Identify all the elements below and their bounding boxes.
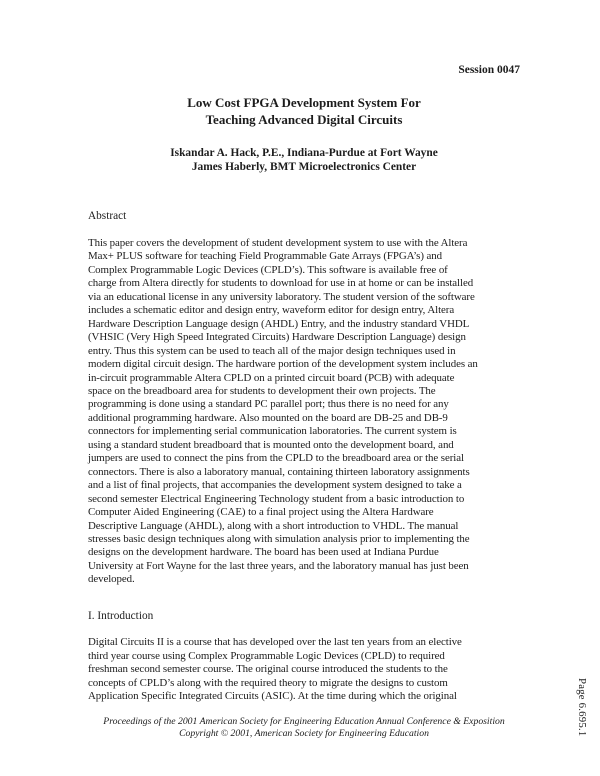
text-line: using a standard student breadboard that is mounted onto the development board, and [88, 438, 454, 451]
vertical-page-number: Page 6.695.1 [576, 678, 588, 737]
text-line: Descriptive Language (AHDL), along with a short introduction to VHDL. The manual [88, 519, 459, 532]
text-line: and a list of final projects, that accompanies the development system designed to take a [88, 479, 462, 492]
text-line: Low Cost FPGA Development System For [187, 95, 421, 110]
introduction-heading: I. Introduction [88, 610, 154, 622]
text-line: modern digital circuit design. The hardware portion of the development system includes an [88, 358, 478, 371]
text-line: programming is done using a standard PC parallel port; thus there is no need for any [88, 398, 449, 411]
abstract-heading: Abstract [88, 210, 127, 222]
text-line: Computer Aided Engineering (CAE) to a final project using the Altera Hardware [88, 506, 434, 519]
text-line: Digital Circuits II is a course that has developed over the last ten years from an elective [88, 636, 462, 648]
text-line: charge from Altera directly for students to download for use in at home or can be installed [88, 277, 474, 290]
text-line: Copyright © 2001, American Society for Engineering Education [179, 728, 429, 739]
text-line: designs on the development hardware. The board has been used at Indiana Purdue [88, 546, 439, 559]
paper-title [84, 95, 524, 128]
session-number: Session 0047 [458, 64, 520, 76]
text-line: connectors. There is also a laboratory manual, containing thirteen laboratory assignments [88, 465, 470, 478]
text-line: Application Specific Integrated Circuits (ASIC). At the time during which the original [88, 690, 457, 702]
text-line: Iskandar A. Hack, P.E., Indiana-Purdue at Fort Wayne [170, 147, 438, 159]
text-line: concepts of CPLD’s along with the required theory to migrate the designs to custom [88, 676, 448, 689]
text-line: Max+ PLUS software for teaching Field Programmable Gate Arrays (FPGA’s) and [88, 250, 443, 263]
text-line: stresses basic design techniques along with simulation analysis prior to implementing the [88, 532, 470, 545]
text-line: University at Fort Wayne for the last three years, and the laboratory manual has just been [88, 559, 469, 572]
text-line: includes a schematic editor and design entry, waveform editor for design entry, Altera [88, 304, 455, 317]
introduction-text [88, 636, 536, 704]
text-line: in-circuit programmable Altera CPLD on a printed circuit board (PCB) with adequate [88, 371, 455, 384]
text-line: James Haberly, BMT Microelectronics Center [191, 161, 417, 173]
text-line: (VHSIC (Very High Speed Integrated Circuits) Hardware Description Language) design [88, 331, 466, 344]
text-line: Complex Programmable Logic Devices (CPLD’s). This software is available free of [88, 263, 448, 276]
text-line: additional programming hardware. Also mounted on the board are DB-25 and DB-9 [88, 411, 448, 424]
text-line: Teaching Advanced Digital Circuits [205, 111, 403, 127]
text-line: via an educational license in any university laboratory. The student version of the software [88, 290, 475, 303]
text-line: third year course using Complex Programmable Logic Devices (CPLD) to required [88, 649, 445, 662]
text-line: Proceedings of the 2001 American Society for Engineering Education Annual Conference & Exposition [103, 716, 505, 727]
text-line: space on the breadboard area for students to development their own projects. The [88, 384, 436, 397]
text-line: entry. Thus this system can be used to teach all of the major design techniques used in [88, 344, 456, 357]
text-line: jumpers are used to connect the pins from the CPLD to the breadboard area or the serial [88, 452, 464, 465]
text-line: connectors for implementing serial communication laboratories. The current system is [88, 425, 457, 438]
abstract-text [88, 237, 536, 587]
proceedings-footer [66, 716, 542, 740]
text-line: second semester Electrical Engineering Technology student from a basic introduction to [88, 492, 465, 505]
text-line: This paper covers the development of student development system to use with the Altera [88, 237, 468, 249]
text-line: freshman second semester course. The original course introduced the students to the [88, 663, 448, 675]
paper-authors [84, 146, 524, 174]
text-line: developed. [88, 573, 135, 586]
text-line: Hardware Description Language design (AHDL) Entry, and the industry standard VHDL [88, 317, 470, 330]
